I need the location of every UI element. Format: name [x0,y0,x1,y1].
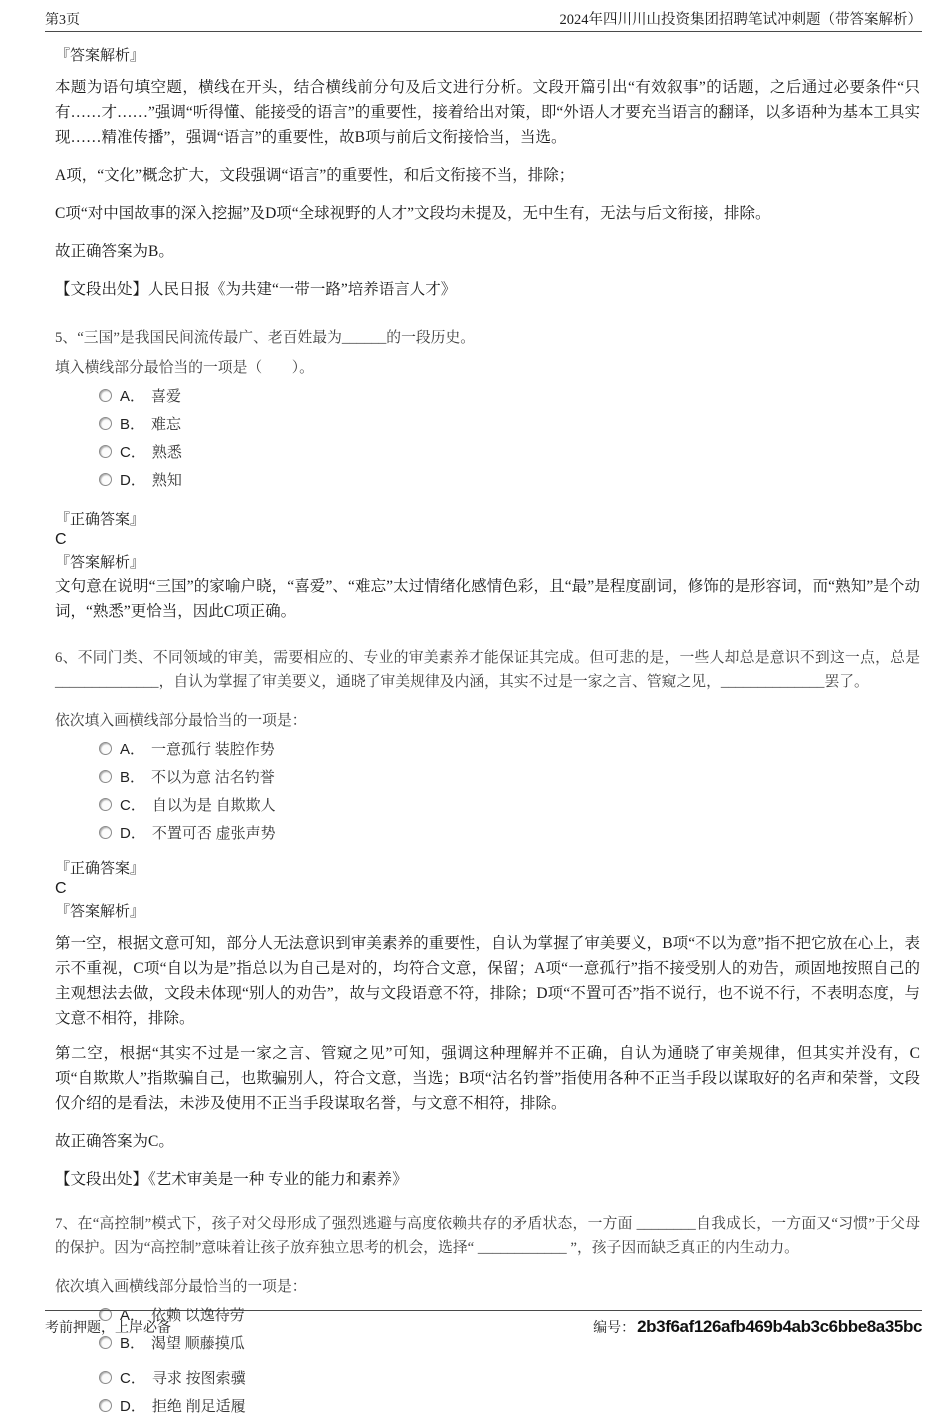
option-letter: C． [120,444,146,461]
q4-analysis-paragraph-2: A项，“文化”概念扩大，文段强调“语言”的重要性，和后文衔接不当，排除； [55,167,575,184]
q4-source: 【文段出处】人民日报《为共建“一带一路”培养语言人才》 [55,281,457,298]
q6-correct-answer: C [55,880,67,897]
option-text: 一意孤行 装腔作势 [151,742,275,758]
q5-analysis-paragraph: 文句意在说明“三国”的家喻户晓，“喜爱”、“难忘”太过情绪化感情色彩，且“最”是程度副词，修饰的是形容词，而“熟知”是个动词，“熟悉”更恰当，因此C项正确。 [55,578,920,620]
option-text: 不以为意 沽名钓誉 [151,770,275,786]
footer-slogan: 考前押题，上岸必备 [45,1321,171,1336]
q6-analysis-paragraph-1: 第一空，根据文意可知，部分人无法意识到审美素养的重要性，自认为掌握了审美要义，B项“不以为意”指不把它放在心上，表示不重视，C项“自以为是”指总以为自己是对的，均符合文意，保留；A项“一意孤行”指不接受别人的劝告，顽固地按照自己的主观想法去做，文段未体现“别人的劝告”，故与文段语意不符，排除；D项“不置可否”指不说行，也不说不行，不表明态度，与文意不相符，排除。 [55,935,920,1027]
radio-button-icon[interactable] [99,445,112,458]
question-7-stem: 7、在“高控制”模式下，孩子对父母形成了强烈逃避与高度依赖共存的矛盾状态，一方面 ________自我成长，一方面又“习惯”于父母的保护。因为“高控制”意味着让孩子放弃独立思考的机会，选择“ ____________ ”，孩子因而缺乏真正的内生动力。 [55,1216,920,1256]
option-text: 依赖 以逸待劳 [151,1308,245,1324]
serial-label: 编号： [593,1321,636,1336]
question-7-prompt: 依次填入画横线部分最恰当的一项是： [55,1279,307,1295]
option-text: 寻求 按图索骥 [151,1371,246,1387]
option-letter: C． [120,797,146,814]
q6-option-c[interactable] [99,794,920,815]
radio-button-icon[interactable] [99,473,112,486]
q4-analysis-paragraph-1: 本题为语句填空题，横线在开头，结合横线前分句及后文进行分析。文段开篇引出“有效叙事”的话题，之后通过必要条件“只有……才……”强调“听得懂、能接受的语言”的重要性，接着给出对策，即“外语人才要充当语言的翻译，以多语种为基本工具实现……精准传播”，强调“语言”的重要性，故B项与前后文衔接恰当，当选。 [55,79,920,146]
option-letter: A． [120,741,146,758]
q5-option-a[interactable] [99,385,920,406]
radio-button-icon[interactable] [99,417,112,430]
option-text: 不置可否 虚张声势 [151,826,276,842]
q6-analysis-paragraph-2: 第二空，根据“其实不过是一家之言、管窥之见”可知，强调这种理解并不正确，自认为通晓了审美规律，但其实并没有，C项“自欺欺人”指欺骗自己，也欺骗别人，符合文意，当选；B项“沽名钓誉”指使用各种不正当手段以谋取好的名声和荣誉，文段仅介绍的是看法，未涉及使用不正当手段谋取名誉，与文意不相符，排除。 [55,1045,920,1112]
page-header [45,0,922,32]
radio-button-icon[interactable] [99,798,112,811]
q4-conclusion: 故正确答案为B。 [55,243,174,260]
serial-value: 2b3f6af126afb469b4ab3c6bbe8a35bc [637,1317,922,1336]
option-text: 自以为是 自欺欺人 [151,798,276,814]
option-letter: B． [120,769,146,786]
question-6-prompt: 依次填入画横线部分最恰当的一项是： [55,713,307,729]
question-5-prompt: 填入横线部分最恰当的一项是（ ）。 [55,360,314,376]
option-letter: A． [120,388,146,405]
radio-button-icon[interactable] [99,1399,112,1412]
q5-option-d[interactable] [99,469,920,490]
option-letter: B． [120,1335,146,1352]
option-text: 熟悉 [151,445,182,461]
option-letter: D． [120,1398,146,1415]
question-6-stem: 6、不同门类、不同领域的审美，需要相应的、专业的审美素养才能保证其完成。但可悲的是，一些人却总是意识不到这一点，总是______________，自认为掌握了审美要义，通晓了审美规律及内涵，其实不过是一家之言、管窥之见，______________罢了。 [55,650,920,690]
page-content [55,31,920,1416]
option-text: 渴望 顺藤摸瓜 [151,1336,245,1352]
q5-option-b[interactable] [99,413,920,434]
radio-button-icon[interactable] [99,742,112,755]
q4-analysis-heading: 『答案解析』 [55,48,146,64]
option-letter: C． [120,1370,146,1387]
option-text: 难忘 [151,417,182,433]
document-title: 2024年四川川山投资集团招聘笔试冲刺题（带答案解析） [559,12,922,28]
q6-analysis-heading: 『答案解析』 [55,904,146,920]
question-5-options [99,385,920,490]
radio-button-icon[interactable] [99,1371,112,1384]
q7-option-d[interactable] [99,1395,920,1416]
q4-analysis-paragraph-3: C项“对中国故事的深入挖掘”及D项“全球视野的人才”文段均未提及，无中生有，无法与后文衔接，排除。 [55,205,771,222]
q6-option-a[interactable] [99,738,920,759]
q5-correct-answer: C [55,531,67,548]
question-6-options [99,738,920,843]
question-5-stem: 5、“三国”是我国民间流传最广、老百姓最为______的一段历史。 [55,330,476,346]
q6-option-d[interactable] [99,822,920,843]
radio-button-icon[interactable] [99,1336,112,1349]
option-text: 熟知 [151,473,182,489]
serial-number [593,1317,922,1337]
option-text: 喜爱 [151,389,182,405]
option-letter: B． [120,416,146,433]
page-footer [45,1310,922,1337]
option-letter: D． [120,472,146,489]
q6-option-b[interactable] [99,766,920,787]
radio-button-icon[interactable] [99,770,112,783]
q6-correct-heading: 『正确答案』 [55,861,146,877]
option-text: 拒绝 削足适履 [151,1399,246,1415]
page-number: 第3页 [45,13,80,28]
q5-correct-heading: 『正确答案』 [55,512,146,528]
option-letter: A． [120,1307,146,1324]
q5-option-c[interactable] [99,441,920,462]
q6-source: 【文段出处】《艺术审美是一种 专业的能力和素养》 [55,1171,408,1188]
option-letter: D． [120,825,146,842]
q5-analysis-heading: 『答案解析』 [55,555,146,571]
radio-button-icon[interactable] [99,826,112,839]
q6-conclusion: 故正确答案为C。 [55,1133,174,1150]
radio-button-icon[interactable] [99,389,112,402]
q7-option-c[interactable] [99,1367,920,1388]
